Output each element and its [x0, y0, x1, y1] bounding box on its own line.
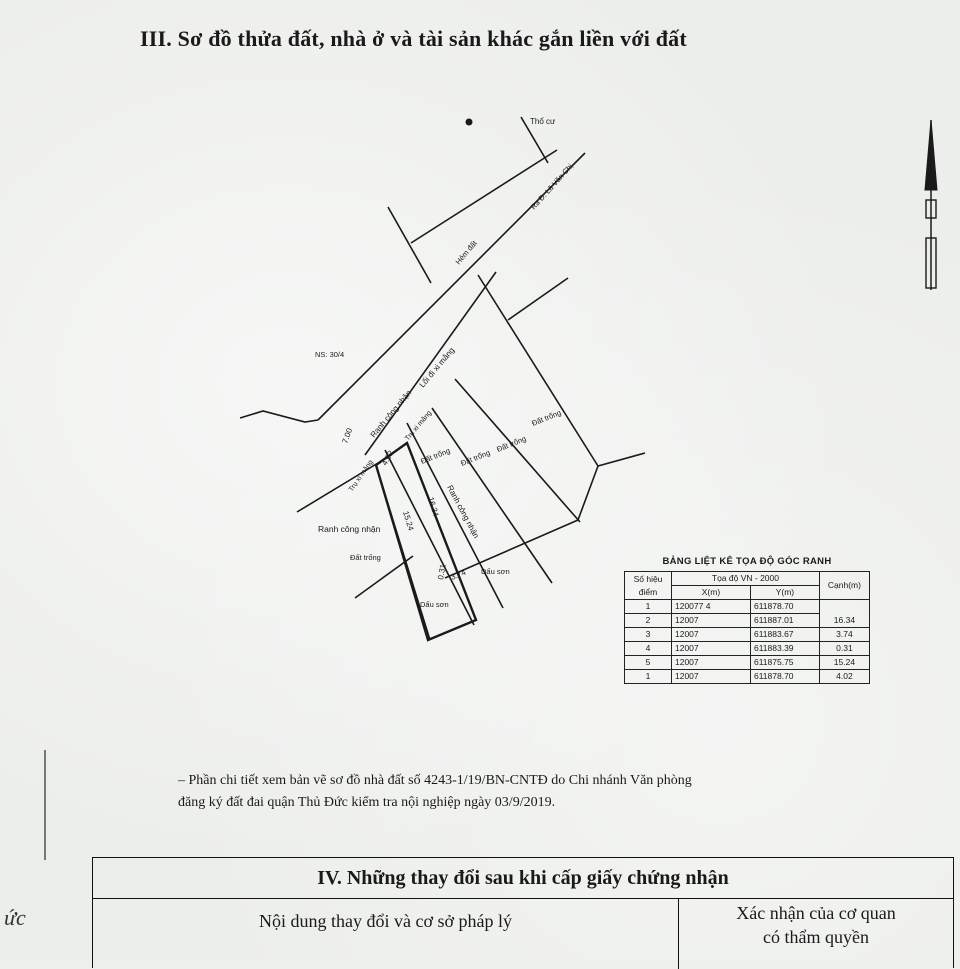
label-dau-son-bottom: Dấu sơn [420, 600, 449, 609]
cell-y: 611878.70 [750, 600, 819, 614]
table-row [625, 628, 870, 642]
label-dim-3-74: 3.74 [449, 567, 468, 582]
changes-header-row [93, 899, 953, 969]
cell-x: 120077 4 [672, 600, 751, 614]
cell-x: 12007 [672, 614, 751, 628]
label-ranh-cong-nhan-top: Ranh công nhận [368, 388, 414, 440]
cell-point: 3 [625, 628, 672, 642]
cell-point: 1 [625, 670, 672, 684]
label-dat-trong-5: Đất trống [350, 553, 381, 562]
label-dat-trong-1: Đất trống [530, 407, 563, 428]
label-tru-xi-mang-top: Trụ xi măng [404, 409, 434, 443]
cell-point: 5 [625, 656, 672, 670]
cell-point: 2 [625, 614, 672, 628]
label-dat-trong-3: Đất trống [459, 447, 492, 468]
top-cross [508, 278, 568, 320]
cell-point: 1 [625, 600, 672, 614]
cell-x: 12007 [672, 628, 751, 642]
cell-x: 12007 [672, 656, 751, 670]
label-ranh-cong-nhan-mid: Ranh công nhận [445, 483, 481, 540]
changes-section [92, 857, 954, 968]
table-row [625, 670, 870, 684]
ns-boundary [240, 411, 318, 422]
table-row [625, 642, 870, 656]
section-title: III. Sơ đồ thửa đất, nhà ở và tài sản khác gắn liền với đất [140, 26, 687, 51]
label-dat-trong-2: Đất trống [495, 433, 528, 454]
cell-edge: 0.31 [819, 642, 869, 656]
label-dim-16-34: 16.34 [426, 495, 441, 518]
cell-y: 611878.70 [750, 670, 819, 684]
subject-parcel [376, 443, 476, 640]
cell-x: 12007 [672, 642, 751, 656]
col-edge-header: Cạnh(m) [819, 572, 869, 600]
coordinate-table-title: BẢNG LIỆT KÊ TỌA ĐỘ GÓC RANH [662, 556, 832, 567]
label-dim-15-24: 15.24 [401, 509, 416, 532]
cell-edge: 3.74 [819, 628, 869, 642]
col-point-header: Số hiệu điểm [625, 572, 672, 600]
bottom-cross [445, 520, 578, 578]
note-line-2: đăng ký đất đai quận Thủ Đức kiểm tra nội nghiệp ngày 03/9/2019. [178, 795, 556, 810]
margin-line [44, 750, 46, 860]
cell-edge: 16.34 [819, 600, 869, 628]
north-arrow-icon [925, 120, 937, 290]
note-line-1: – Phần chi tiết xem bản vẽ sơ đồ nhà đất số 4243-1/19/BN-CNTĐ do Chi nhánh Văn phòng [178, 773, 692, 788]
cell-y: 611875.75 [750, 656, 819, 670]
table-row [625, 600, 870, 614]
detail-note [178, 770, 818, 814]
label-ns: NS: 30/4 [315, 350, 345, 359]
label-dat-trong-4: Đất trống [419, 445, 452, 466]
label-tru-xi-mang-left: Trụ xi măng [347, 459, 375, 494]
label-hem-dat: Hẻm đất [453, 238, 479, 267]
col-x-header: X(m) [672, 586, 751, 600]
right-boundary-diag [578, 466, 598, 520]
col-confirm-line-1: Xác nhận của cơ quan [736, 903, 896, 923]
label-ra-duong: Ra Đ. Lã Văn Chị [528, 161, 575, 212]
label-dau-son-right: Dấu sơn [481, 567, 510, 576]
label-dim-7-00: 7.00 [340, 426, 355, 445]
cell-y: 611883.39 [750, 642, 819, 656]
coordinate-table [624, 571, 870, 684]
col-coords-header: Tọa độ VN - 2000 [672, 572, 820, 586]
cell-x: 12007 [672, 670, 751, 684]
plot-line-a [455, 379, 580, 522]
label-ranh-cong-nhan-left: Ranh công nhận [318, 524, 381, 534]
changes-title: IV. Những thay đổi sau khi cấp giấy chứng nhận [93, 858, 953, 899]
ink-mark [466, 119, 473, 126]
right-boundary-outer [478, 275, 598, 466]
table-row [625, 656, 870, 670]
col-y-header: Y(m) [750, 586, 819, 600]
cell-point: 4 [625, 642, 672, 656]
margin-scribble: ức [4, 905, 26, 930]
col-content-header: Nội dung thay đổi và cơ sở pháp lý [93, 899, 679, 969]
col-confirm-line-2: có thẩm quyền [763, 927, 869, 947]
cell-edge: 4.02 [819, 670, 869, 684]
coordinate-table-section [624, 556, 870, 684]
label-loi-di: Lối đi xi măng [417, 345, 457, 390]
cell-y: 611883.67 [750, 628, 819, 642]
cell-edge: 15.24 [819, 656, 869, 670]
hem-edge-left [388, 207, 431, 283]
cell-y: 611887.01 [750, 614, 819, 628]
col-confirm-header [679, 899, 953, 969]
label-tho-cu: Thổ cư [530, 117, 556, 126]
hem-edge-top [411, 150, 557, 243]
right-boundary-end [598, 453, 645, 466]
label-dim-4-02: 4.02 [379, 449, 396, 467]
label-dim-0-31: 0.31 [436, 563, 448, 581]
